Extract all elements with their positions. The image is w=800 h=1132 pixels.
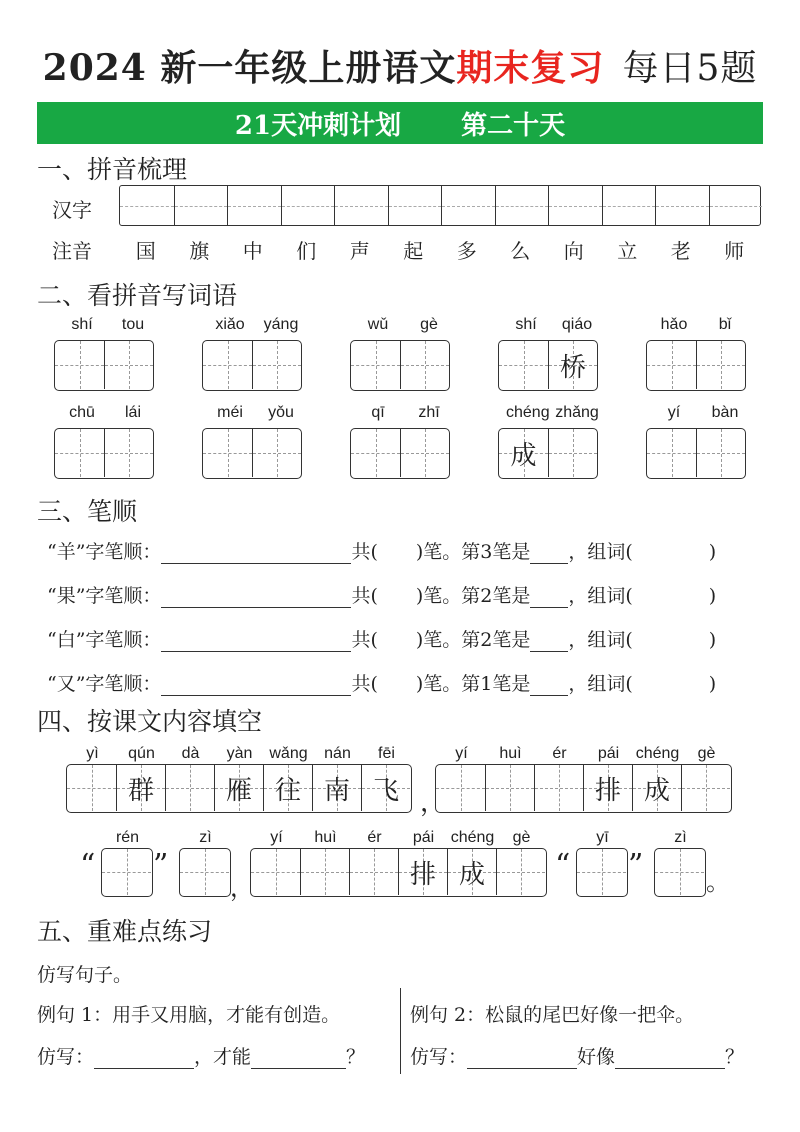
stroke-answer-blank[interactable]	[530, 590, 568, 608]
slot-midline	[228, 206, 281, 207]
stroke-nth: 第2笔是	[461, 585, 531, 607]
writing-cell[interactable]	[398, 849, 447, 895]
pinyin-syllable: zì	[674, 829, 687, 846]
pinyin-syllable: rén	[115, 829, 140, 846]
pinyin-syllable: yì	[86, 745, 99, 762]
word-box[interactable]	[646, 428, 746, 479]
title-year: 2024	[42, 47, 147, 89]
cell-char: 成	[510, 440, 537, 471]
pinyin-syllable: huì	[314, 829, 337, 846]
word-box[interactable]	[350, 428, 450, 479]
stroke-order-blank[interactable]	[161, 634, 351, 652]
pinyin-syllable: yí	[270, 829, 283, 846]
instruction: 仿写句子。	[37, 964, 133, 986]
period: 。	[706, 868, 730, 896]
writing-cell[interactable]	[400, 341, 449, 389]
cell-char	[102, 849, 151, 895]
cell-char	[351, 341, 400, 389]
pinyin-syllable: wǎng	[269, 745, 308, 762]
pinyin-syllable: gè	[420, 316, 438, 333]
cell-char	[203, 341, 252, 389]
zhuyin-char: 中	[242, 239, 263, 263]
word-box[interactable]	[202, 340, 302, 391]
word-box[interactable]	[498, 428, 598, 479]
slot-midline	[335, 206, 388, 207]
copy-label: 仿写：	[37, 1046, 95, 1068]
title-review: 期末复习	[456, 47, 605, 89]
plan-banner	[37, 102, 763, 144]
cell-char	[497, 849, 545, 895]
zhuyin-char: 起	[403, 239, 424, 263]
zhuyin-char: 师	[724, 239, 745, 263]
pinyin-syllable: chéng	[450, 829, 495, 846]
slot-midline	[175, 206, 228, 207]
writing-cell[interactable]	[104, 341, 153, 389]
cell-char	[697, 341, 745, 389]
word-group: ，组词( )	[568, 629, 717, 651]
title-daily: 每日5题	[622, 48, 758, 89]
cell-char	[203, 429, 252, 477]
zhuyin-char: 多	[456, 239, 477, 263]
pinyin-syllable: yǒu	[268, 404, 294, 421]
writing-cell[interactable]	[583, 765, 632, 811]
answer-blank[interactable]	[615, 1051, 725, 1069]
pinyin-syllable: pái	[597, 745, 620, 762]
answer-blank[interactable]	[251, 1051, 346, 1069]
stroke-total: 共( )笔。	[351, 629, 462, 651]
word-box[interactable]	[54, 428, 154, 479]
cell-char	[105, 429, 153, 477]
slot-midline	[282, 206, 335, 207]
section1-heading: 一、拼音梳理	[37, 155, 188, 184]
cell-char	[682, 765, 730, 811]
cell-char	[253, 429, 301, 477]
cell-char: 成	[458, 859, 485, 890]
stroke-nth: 第1笔是	[461, 673, 531, 695]
cell-char	[499, 341, 548, 389]
cell-char	[549, 429, 597, 477]
pinyin-syllable: nán	[324, 745, 351, 762]
cell-char	[697, 429, 745, 477]
comma: ，	[420, 788, 447, 818]
connector-text: ，才能	[194, 1046, 252, 1068]
word-group: ，组词( )	[568, 673, 717, 695]
pinyin-syllable: shí	[71, 316, 93, 333]
pinyin-syllable: gè	[512, 829, 531, 846]
zhuyin-char: 向	[563, 239, 584, 263]
writing-cell[interactable]	[104, 429, 153, 477]
pinyin-syllable: hǎo	[660, 316, 688, 333]
hanzi-slot[interactable]	[334, 186, 388, 225]
imitation-line-1	[37, 1042, 365, 1069]
writing-cell[interactable]	[496, 849, 545, 895]
stroke-total: 共( )笔。	[351, 541, 462, 563]
stroke-order-row	[47, 669, 716, 696]
fill-box[interactable]	[654, 848, 706, 897]
cell-char: 成	[643, 775, 670, 806]
cell-char	[577, 849, 626, 895]
cell-char	[55, 429, 104, 477]
cell-char: 飞	[372, 775, 399, 806]
stroke-char-label: “又”字笔顺：	[47, 673, 162, 695]
hanzi-writing-row[interactable]	[119, 185, 761, 226]
writing-cell[interactable]	[655, 849, 704, 895]
writing-cell[interactable]	[102, 849, 151, 895]
writing-cell[interactable]	[251, 849, 300, 895]
pinyin-syllable: qún	[128, 745, 155, 762]
word-box[interactable]	[350, 340, 450, 391]
stroke-order-blank[interactable]	[161, 590, 351, 608]
question-mark: ？	[346, 1046, 366, 1068]
writing-cell[interactable]	[312, 765, 361, 811]
pinyin-syllable: zì	[199, 829, 212, 846]
pinyin-syllable: chéng	[506, 404, 550, 421]
stroke-order-row	[47, 537, 716, 564]
stroke-order-row	[47, 625, 716, 652]
cell-char: 南	[323, 775, 350, 806]
cell-char	[67, 765, 116, 811]
pinyin-syllable: huì	[499, 745, 522, 762]
word-box[interactable]	[498, 340, 598, 391]
fill-box[interactable]	[66, 764, 412, 813]
stroke-nth: 第3笔是	[461, 541, 531, 563]
pinyin-syllable: bǐ	[718, 316, 732, 333]
cell-char	[166, 765, 214, 811]
stroke-answer-blank[interactable]	[530, 678, 568, 696]
stroke-char-label: “羊”字笔顺：	[47, 541, 162, 563]
slot-midline	[389, 206, 442, 207]
fill-box[interactable]	[101, 848, 153, 897]
pinyin-syllable: qiáo	[561, 316, 593, 333]
stroke-order-blank[interactable]	[161, 678, 351, 696]
section2-heading: 二、看拼音写词语	[37, 281, 238, 310]
banner-day: 第二十天	[461, 110, 566, 141]
pinyin-syllable: yàn	[226, 745, 253, 762]
hanzi-slot[interactable]	[120, 186, 174, 225]
cell-char	[251, 849, 300, 895]
slot-midline	[120, 206, 174, 207]
pinyin-syllable: yáng	[263, 316, 299, 333]
hanzi-slot[interactable]	[495, 186, 549, 225]
writing-cell[interactable]	[351, 341, 400, 389]
pinyin-syllable: zhī	[418, 404, 440, 421]
word-box[interactable]	[54, 340, 154, 391]
example-sentence-1: 例句 1：用手又用脑，才能有创造。	[37, 1004, 341, 1026]
pinyin-syllable: bàn	[711, 404, 739, 421]
writing-cell[interactable]	[165, 765, 214, 811]
hanzi-slot[interactable]	[281, 186, 335, 225]
pinyin-syllable: zhǎng	[555, 404, 599, 421]
zhuyin-char: 声	[349, 239, 370, 263]
pinyin-syllable: yí	[667, 404, 681, 421]
open-quote: “	[80, 848, 96, 883]
zhuyin-char: 么	[510, 239, 531, 263]
example-sentence-2: 例句 2：松鼠的尾巴好像一把伞。	[410, 1004, 695, 1026]
pinyin-syllable: gè	[697, 745, 716, 762]
cell-char	[486, 765, 534, 811]
writing-cell[interactable]	[499, 341, 548, 389]
writing-cell[interactable]	[214, 765, 263, 811]
writing-cell[interactable]	[203, 429, 252, 477]
cell-char: 排	[594, 775, 621, 806]
hanzi-slot[interactable]	[388, 186, 442, 225]
open-quote: “	[555, 848, 571, 883]
slot-midline	[549, 206, 602, 207]
cell-char	[105, 341, 153, 389]
pinyin-syllable: dà	[181, 745, 200, 762]
question-mark: ？	[725, 1046, 745, 1068]
pinyin-syllable: ér	[367, 829, 382, 846]
cell-char	[401, 341, 449, 389]
pinyin-syllable: yí	[455, 745, 468, 762]
pinyin-syllable: qī	[371, 404, 385, 421]
cell-char: 排	[409, 859, 436, 890]
zhuyin-char: 老	[670, 239, 691, 263]
banner-plan: 21天冲刺计划	[234, 110, 402, 141]
writing-cell[interactable]	[485, 765, 534, 811]
word-box[interactable]	[646, 340, 746, 391]
page-title	[0, 40, 800, 91]
writing-cell[interactable]	[116, 765, 165, 811]
cell-char	[301, 849, 349, 895]
cell-char	[55, 341, 104, 389]
zhuyin-label: 注音	[52, 239, 92, 263]
stroke-char-label: “白”字笔顺：	[47, 629, 162, 651]
cell-char: 群	[127, 775, 154, 806]
stroke-order-row	[47, 581, 716, 608]
close-quote: ”	[153, 848, 169, 883]
connector-text: 好像	[577, 1046, 616, 1068]
writing-cell[interactable]	[263, 765, 312, 811]
slot-midline	[496, 206, 549, 207]
pinyin-syllable: xiǎo	[215, 316, 245, 333]
pinyin-syllable: chū	[69, 404, 95, 421]
writing-cell[interactable]	[548, 341, 597, 389]
zhuyin-char: 立	[617, 239, 638, 263]
hanzi-slot[interactable]	[602, 186, 656, 225]
cell-char	[535, 765, 583, 811]
stroke-answer-blank[interactable]	[530, 546, 568, 564]
cell-char	[350, 849, 398, 895]
writing-cell[interactable]	[632, 765, 681, 811]
fill-box[interactable]	[576, 848, 628, 897]
writing-cell[interactable]	[300, 849, 349, 895]
stroke-total: 共( )笔。	[351, 585, 462, 607]
writing-cell[interactable]	[361, 765, 410, 811]
pinyin-syllable: pái	[412, 829, 435, 846]
writing-cell[interactable]	[436, 765, 485, 811]
cell-char: 桥	[559, 352, 586, 383]
stroke-nth: 第2笔是	[461, 629, 531, 651]
copy-label: 仿写：	[410, 1046, 468, 1068]
writing-cell[interactable]	[577, 849, 626, 895]
word-group: ，组词( )	[568, 541, 717, 563]
pinyin-syllable: wǔ	[367, 316, 389, 333]
cell-char	[351, 429, 400, 477]
stroke-answer-blank[interactable]	[530, 634, 568, 652]
fill-box[interactable]	[250, 848, 547, 897]
fill-box[interactable]	[435, 764, 732, 813]
writing-cell[interactable]	[534, 765, 583, 811]
hanzi-slot[interactable]	[227, 186, 281, 225]
zhuyin-char: 国	[135, 239, 156, 263]
cell-char	[436, 765, 485, 811]
imitation-line-2	[410, 1042, 744, 1069]
writing-cell[interactable]	[447, 849, 496, 895]
cell-char	[647, 341, 696, 389]
writing-cell[interactable]	[548, 429, 597, 477]
section4-heading: 四、按课文内容填空	[37, 707, 263, 736]
zhuyin-char: 旗	[189, 239, 210, 263]
writing-cell[interactable]	[203, 341, 252, 389]
slot-midline	[603, 206, 656, 207]
close-quote: ”	[628, 848, 644, 883]
zhuyin-char: 们	[296, 239, 317, 263]
writing-cell[interactable]	[499, 429, 548, 477]
writing-cell[interactable]	[696, 341, 745, 389]
slot-midline	[710, 206, 763, 207]
pinyin-syllable: yī	[596, 829, 609, 846]
answer-blank[interactable]	[467, 1051, 577, 1069]
section5-heading: 五、重难点练习	[37, 917, 213, 946]
cell-char	[401, 429, 449, 477]
stroke-total: 共( )笔。	[351, 673, 462, 695]
slot-midline	[442, 206, 495, 207]
writing-cell[interactable]	[252, 429, 301, 477]
answer-blank[interactable]	[94, 1051, 194, 1069]
writing-cell[interactable]	[349, 849, 398, 895]
stroke-char-label: “果”字笔顺：	[47, 585, 162, 607]
writing-cell[interactable]	[647, 429, 696, 477]
writing-cell[interactable]	[55, 429, 104, 477]
pinyin-syllable: chéng	[635, 745, 680, 762]
writing-cell[interactable]	[647, 341, 696, 389]
comma: ，	[230, 874, 254, 902]
writing-cell[interactable]	[55, 341, 104, 389]
fill-box[interactable]	[179, 848, 231, 897]
writing-cell[interactable]	[696, 429, 745, 477]
pinyin-syllable: tou	[121, 316, 145, 333]
writing-cell[interactable]	[180, 849, 229, 895]
writing-cell[interactable]	[67, 765, 116, 811]
hanzi-label: 汉字	[52, 198, 92, 222]
pinyin-syllable: fēi	[378, 745, 395, 762]
hanzi-slot[interactable]	[174, 186, 228, 225]
pinyin-syllable: méi	[217, 404, 243, 421]
cell-char	[253, 341, 301, 389]
cell-char: 往	[274, 775, 301, 806]
writing-cell[interactable]	[351, 429, 400, 477]
section3-heading: 三、笔顺	[37, 497, 138, 526]
hanzi-slot[interactable]	[709, 186, 763, 225]
cell-char	[180, 849, 229, 895]
slot-midline	[656, 206, 709, 207]
pinyin-syllable: ér	[552, 745, 567, 762]
cell-char	[655, 849, 704, 895]
column-divider	[400, 988, 401, 1074]
word-box[interactable]	[202, 428, 302, 479]
cell-char	[647, 429, 696, 477]
hanzi-slot[interactable]	[441, 186, 495, 225]
hanzi-slot[interactable]	[548, 186, 602, 225]
hanzi-slot[interactable]	[655, 186, 709, 225]
stroke-order-blank[interactable]	[161, 546, 351, 564]
writing-cell[interactable]	[400, 429, 449, 477]
writing-cell[interactable]	[252, 341, 301, 389]
word-group: ，组词( )	[568, 585, 717, 607]
cell-char: 雁	[225, 775, 252, 806]
writing-cell[interactable]	[681, 765, 730, 811]
pinyin-syllable: lái	[124, 404, 141, 421]
pinyin-syllable: shí	[515, 316, 537, 333]
title-grade: 新一年级上册语文	[160, 47, 457, 89]
